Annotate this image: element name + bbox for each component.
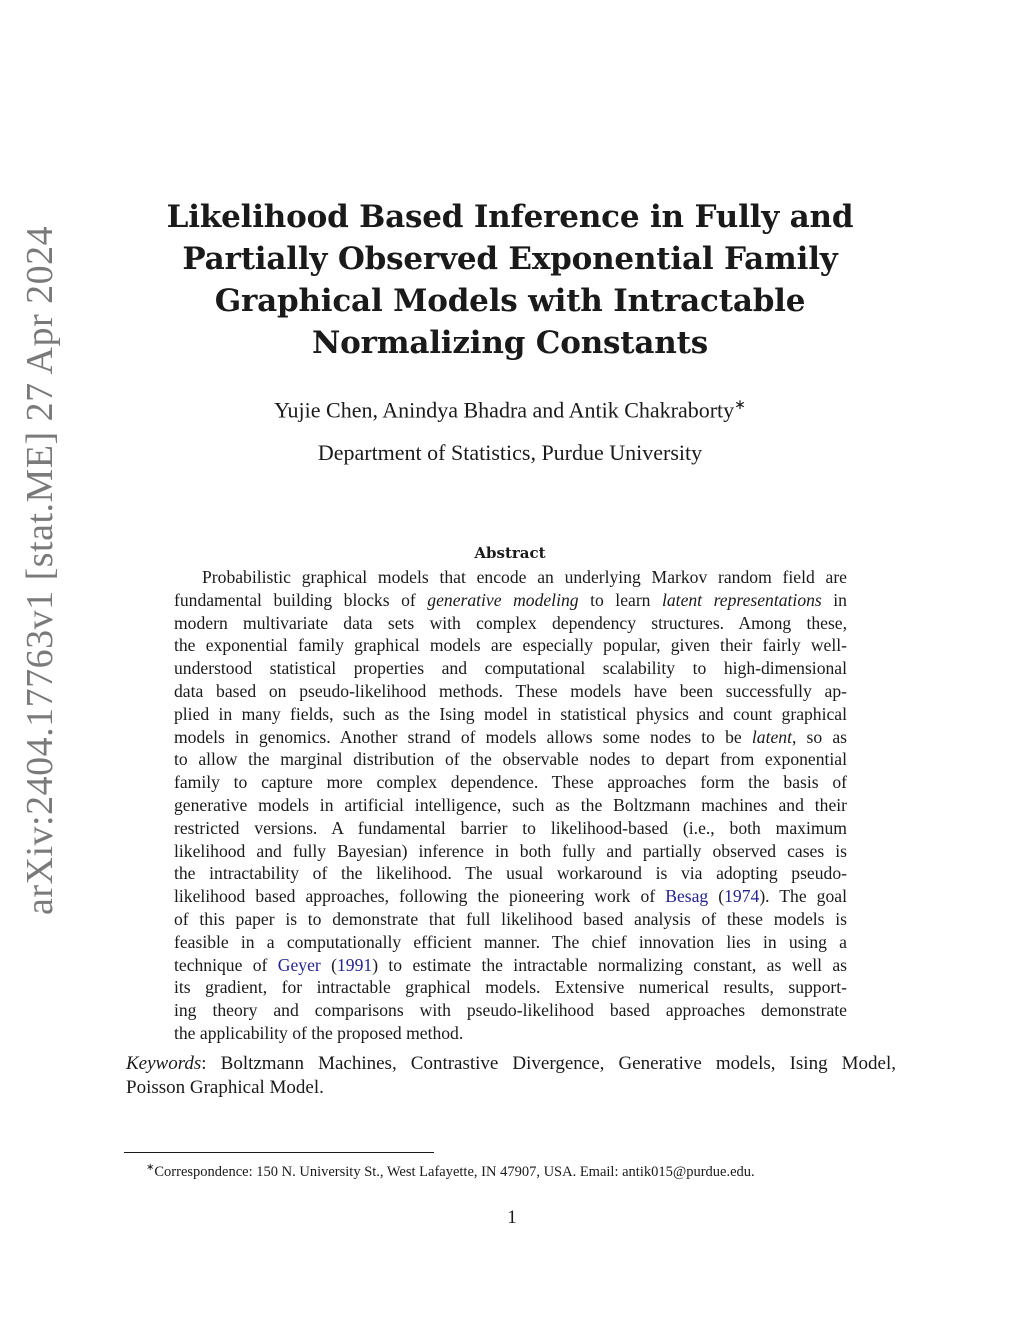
abstract-line: fundamental building blocks of generative modeling to learn latent representations in bbox=[174, 589, 847, 610]
author-list bbox=[130, 391, 890, 425]
emphasis: latent bbox=[751, 726, 792, 747]
abstract-line: the intractability of the likelihood. The usual workaround is via adopting pseudo- bbox=[174, 863, 847, 884]
keywords-label: Keywords bbox=[126, 1053, 202, 1074]
abstract-line: understood statistical properties and computational scalability to high-dimensional bbox=[174, 658, 847, 679]
abstract-line: data based on pseudo-likelihood methods. These models have been successfully ap- bbox=[174, 680, 847, 701]
author-names: Yujie Chen, Anindya Bhadra and Antik Chakraborty bbox=[274, 397, 735, 423]
citation-link-geyer[interactable]: Geyer bbox=[277, 954, 321, 975]
abstract-line: to allow the marginal distribution of the observable nodes to depart from exponential bbox=[174, 749, 847, 770]
abstract-line: models in genomics. Another strand of models allows some nodes to be latent, so as bbox=[174, 726, 847, 747]
paper-title bbox=[130, 196, 890, 364]
abstract-line: the applicability of the proposed method. bbox=[174, 1022, 464, 1043]
keywords bbox=[126, 1052, 896, 1100]
title-line: Graphical Models with Intractable bbox=[214, 283, 806, 319]
abstract-line: of this paper is to demonstrate that full likelihood based analysis of these models is bbox=[174, 908, 847, 929]
abstract-heading: Abstract bbox=[474, 544, 546, 562]
citation-link-besag-year[interactable]: 1974 bbox=[724, 886, 760, 907]
abstract-line: likelihood and fully Bayesian) inference in both fully and partially observed cases is bbox=[174, 840, 847, 861]
abstract-line: generative models in artificial intelligence, such as the Boltzmann machines and their bbox=[174, 794, 847, 815]
abstract-line: modern multivariate data sets with complex dependency structures. Among these, bbox=[174, 612, 847, 633]
abstract-line: plied in many fields, such as the Ising model in statistical physics and count graphical bbox=[174, 703, 847, 724]
abstract-line: restricted versions. A fundamental barrier to likelihood-based (i.e., both maximum bbox=[174, 817, 847, 838]
abstract-line: Probabilistic graphical models that encode an underlying Markov random field are bbox=[202, 567, 847, 587]
abstract-line: the exponential family graphical models are especially popular, given their fairly well- bbox=[174, 635, 847, 656]
abstract-line: family to capture more complex dependence. These approaches form the basis of bbox=[174, 772, 847, 793]
footnote-text: Correspondence: 150 N. University St., West Lafayette, IN 47907, USA. Email: antik015@purdue.edu. bbox=[154, 1163, 755, 1180]
abstract-line: its gradient, for intractable graphical models. Extensive numerical results, support- bbox=[174, 977, 847, 998]
emphasis: latent representations bbox=[662, 589, 822, 610]
affiliation: Department of Statistics, Purdue University bbox=[317, 440, 703, 465]
abstract-body bbox=[174, 566, 847, 1045]
keywords-line: Keywords: Boltzmann Machines, Contrastive Divergence, Generative models, Ising Model, bbox=[126, 1053, 896, 1074]
arxiv-identifier: arXiv:2404.17763v1 [stat.ME] 27 Apr 2024 bbox=[19, 225, 61, 915]
footnote-divider bbox=[124, 1152, 434, 1153]
abstract-line: feasible in a computationally efficient manner. The chief innovation lies in using a bbox=[174, 931, 847, 952]
title-line: Normalizing Constants bbox=[311, 325, 709, 361]
footnote-marker: ∗ bbox=[734, 398, 746, 413]
citation-link-geyer-year[interactable]: 1991 bbox=[337, 954, 373, 975]
abstract-line: likelihood based approaches, following the pioneering work of Besag (1974). The goal bbox=[174, 886, 847, 907]
title-line: Likelihood Based Inference in Fully and bbox=[166, 199, 854, 235]
page-number: 1 bbox=[507, 1207, 517, 1228]
abstract-line: technique of Geyer (1991) to estimate the intractable normalizing constant, as well as bbox=[174, 954, 848, 975]
citation-link-besag[interactable]: Besag bbox=[665, 886, 709, 907]
keywords-line: Poisson Graphical Model. bbox=[126, 1077, 324, 1098]
footnote-marker: ∗ bbox=[146, 1162, 155, 1173]
correspondence-footnote bbox=[146, 1158, 906, 1182]
title-line: Partially Observed Exponential Family bbox=[182, 241, 838, 277]
abstract-line: ing theory and comparisons with pseudo-likelihood based approaches demonstrate bbox=[174, 1000, 847, 1021]
emphasis: generative modeling bbox=[427, 589, 579, 610]
